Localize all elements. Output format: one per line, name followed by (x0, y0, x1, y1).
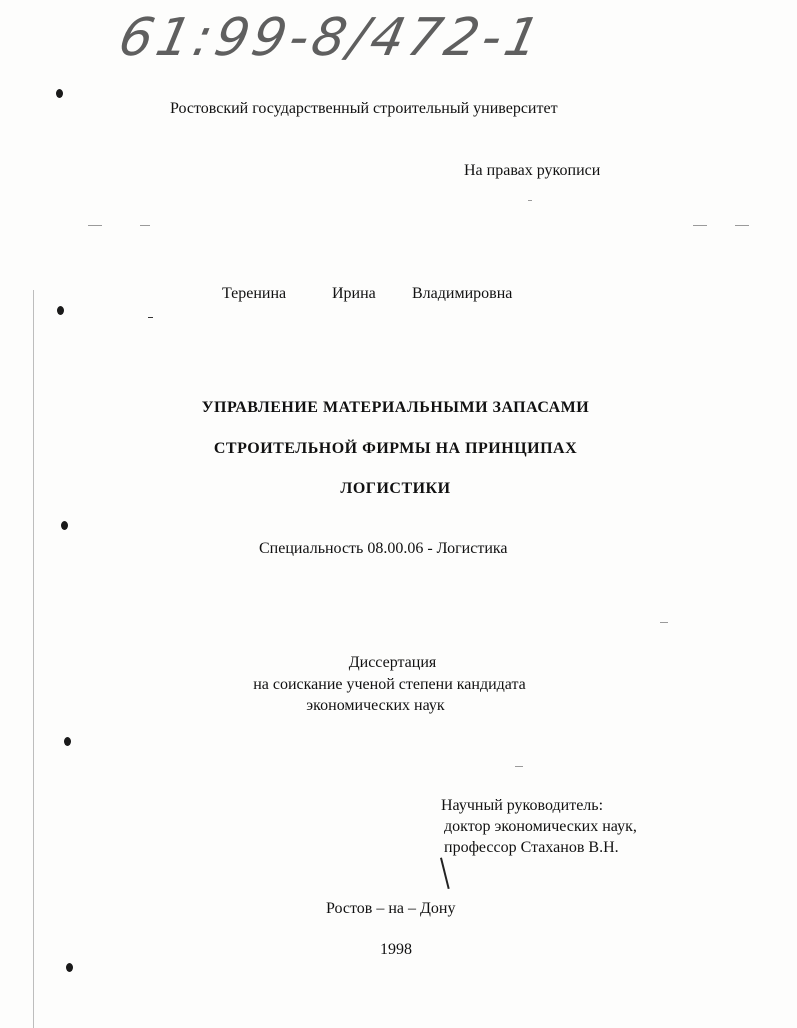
year: 1998 (380, 941, 412, 958)
author-surname: Теренина (222, 285, 287, 302)
scan-dash (660, 622, 668, 623)
scan-dash (140, 225, 150, 226)
degree-purpose: на соискание ученой степени кандидата (253, 676, 526, 693)
binding-hole-dot (66, 963, 73, 972)
author-name (222, 285, 512, 303)
binding-hole-dot (57, 306, 64, 315)
university-name: Ростовский государственный строительный университет (170, 100, 558, 117)
scan-dash (735, 225, 749, 226)
pen-mark (440, 858, 450, 890)
supervisor-degree: доктор экономических наук, (444, 818, 637, 835)
city: Ростов – на – Дону (326, 900, 456, 917)
scan-margin-line (33, 290, 34, 1028)
binding-hole-dot (61, 521, 68, 530)
supervisor-label: Научный руководитель: (441, 797, 604, 814)
scan-dash (693, 225, 707, 226)
archive-handwritten-code: 61:99-8/472-1 (113, 8, 549, 68)
supervisor-name: профессор Стаханов В.Н. (444, 839, 619, 856)
title-line-2: СТРОИТЕЛЬНОЙ ФИРМЫ НА ПРИНЦИПАХ (213, 440, 578, 457)
title-line-1: УПРАВЛЕНИЕ МАТЕРИАЛЬНЫМИ ЗАПАСАМИ (201, 399, 590, 416)
title-line-3: ЛОГИСТИКИ (340, 480, 451, 497)
author-first-name: Ирина (332, 285, 376, 302)
dissertation-type: Диссертация (348, 654, 437, 671)
binding-hole-dot (56, 89, 63, 98)
rights-note: На правах рукописи (464, 162, 601, 179)
scan-dash (88, 225, 102, 226)
author-patronymic: Владимировна (412, 285, 513, 302)
scan-dash (515, 766, 523, 767)
degree-field: экономических наук (306, 697, 445, 714)
binding-hole-dot (64, 737, 71, 746)
specialty: Специальность 08.00.06 - Логистика (259, 540, 508, 557)
scan-dash (148, 317, 153, 318)
scan-dash (528, 200, 532, 201)
